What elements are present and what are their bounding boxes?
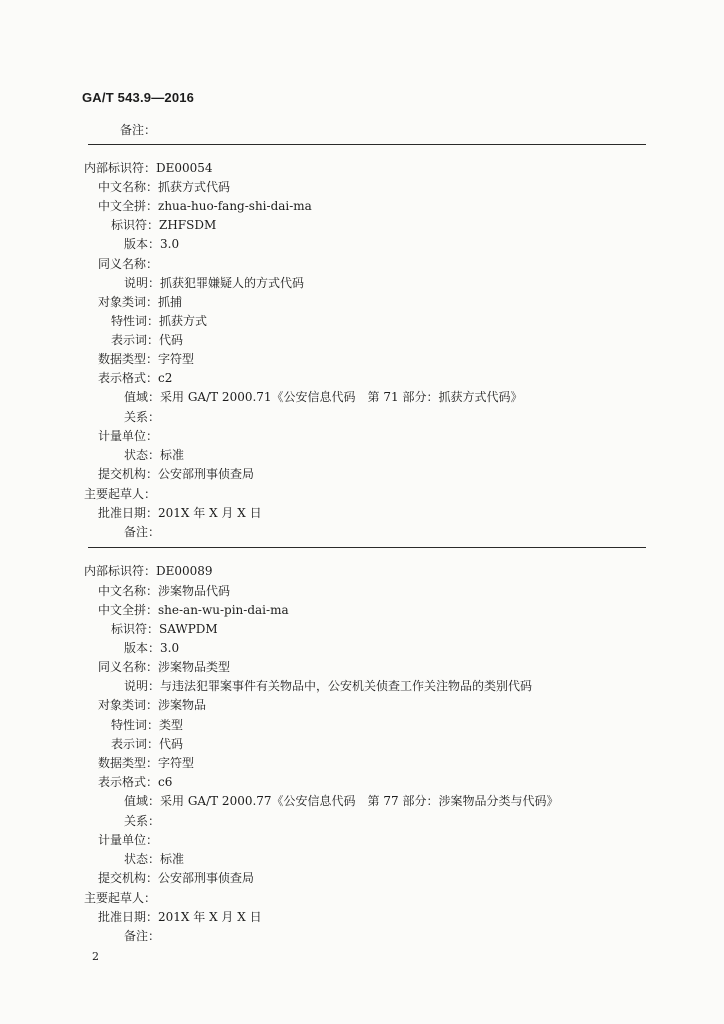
field-object-class: 对象类词：涉案物品 <box>98 698 207 712</box>
page-number: 2 <box>92 950 99 963</box>
field-property: 特性词：抓获方式 <box>111 314 208 328</box>
field-remark: 备注： <box>124 929 161 943</box>
field-pinyin: 中文全拼：zhua-huo-fang-shi-dai-ma <box>98 199 312 213</box>
field-data-type: 数据类型：字符型 <box>98 756 195 770</box>
document-code: GA/T 543.9—2016 <box>82 90 195 105</box>
field-synonym: 同义名称：涉案物品类型 <box>98 660 231 674</box>
field-version: 版本：3.0 <box>124 237 180 251</box>
field-data-type: 数据类型：字符型 <box>98 352 195 366</box>
field-identifier: 标识符：ZHFSDM <box>111 218 217 232</box>
field-object-class: 对象类词：抓捕 <box>98 295 183 309</box>
field-status: 状态：标准 <box>124 448 185 462</box>
field-unit: 计量单位： <box>98 833 159 847</box>
field-approval-date: 批准日期：201X 年 X 月 X 日 <box>98 910 262 924</box>
field-pinyin: 中文全拼：she-an-wu-pin-dai-ma <box>98 603 289 617</box>
field-description: 说明：与违法犯罪案事件有关物品中，公安机关侦查工作关注物品的类别代码 <box>124 679 533 693</box>
field-value-domain: 值域：采用 GA/T 2000.77《公安信息代码 第 77 部分：涉案物品分类与代码》 <box>124 794 559 808</box>
field-relation: 关系： <box>124 814 161 828</box>
divider-middle <box>88 547 646 548</box>
field-relation: 关系： <box>124 410 161 424</box>
field-format: 表示格式：c2 <box>98 371 173 385</box>
top-remark: 备注： <box>120 123 157 137</box>
divider-top <box>88 144 646 145</box>
field-property: 特性词：类型 <box>111 718 184 732</box>
field-remark: 备注： <box>124 525 161 539</box>
field-version: 版本：3.0 <box>124 641 180 655</box>
field-approval-date: 批准日期：201X 年 X 月 X 日 <box>98 506 262 520</box>
field-status: 状态：标准 <box>124 852 185 866</box>
field-unit: 计量单位： <box>98 429 159 443</box>
field-representation: 表示词：代码 <box>111 737 184 751</box>
field-drafter: 主要起草人： <box>84 487 157 501</box>
field-submitter: 提交机构：公安部刑事侦查局 <box>98 871 255 885</box>
field-internal-id: 内部标识符：DE00089 <box>84 564 213 578</box>
field-synonym: 同义名称： <box>98 257 159 271</box>
field-internal-id: 内部标识符：DE00054 <box>84 161 213 175</box>
field-chinese-name: 中文名称：抓获方式代码 <box>98 180 231 194</box>
field-value-domain: 值域：采用 GA/T 2000.71《公安信息代码 第 71 部分：抓获方式代码》 <box>124 390 523 404</box>
field-drafter: 主要起草人： <box>84 891 157 905</box>
field-identifier: 标识符：SAWPDM <box>111 622 218 636</box>
field-chinese-name: 中文名称：涉案物品代码 <box>98 584 231 598</box>
field-representation: 表示词：代码 <box>111 333 184 347</box>
field-format: 表示格式：c6 <box>98 775 173 789</box>
field-submitter: 提交机构：公安部刑事侦查局 <box>98 467 255 481</box>
field-description: 说明：抓获犯罪嫌疑人的方式代码 <box>124 276 305 290</box>
